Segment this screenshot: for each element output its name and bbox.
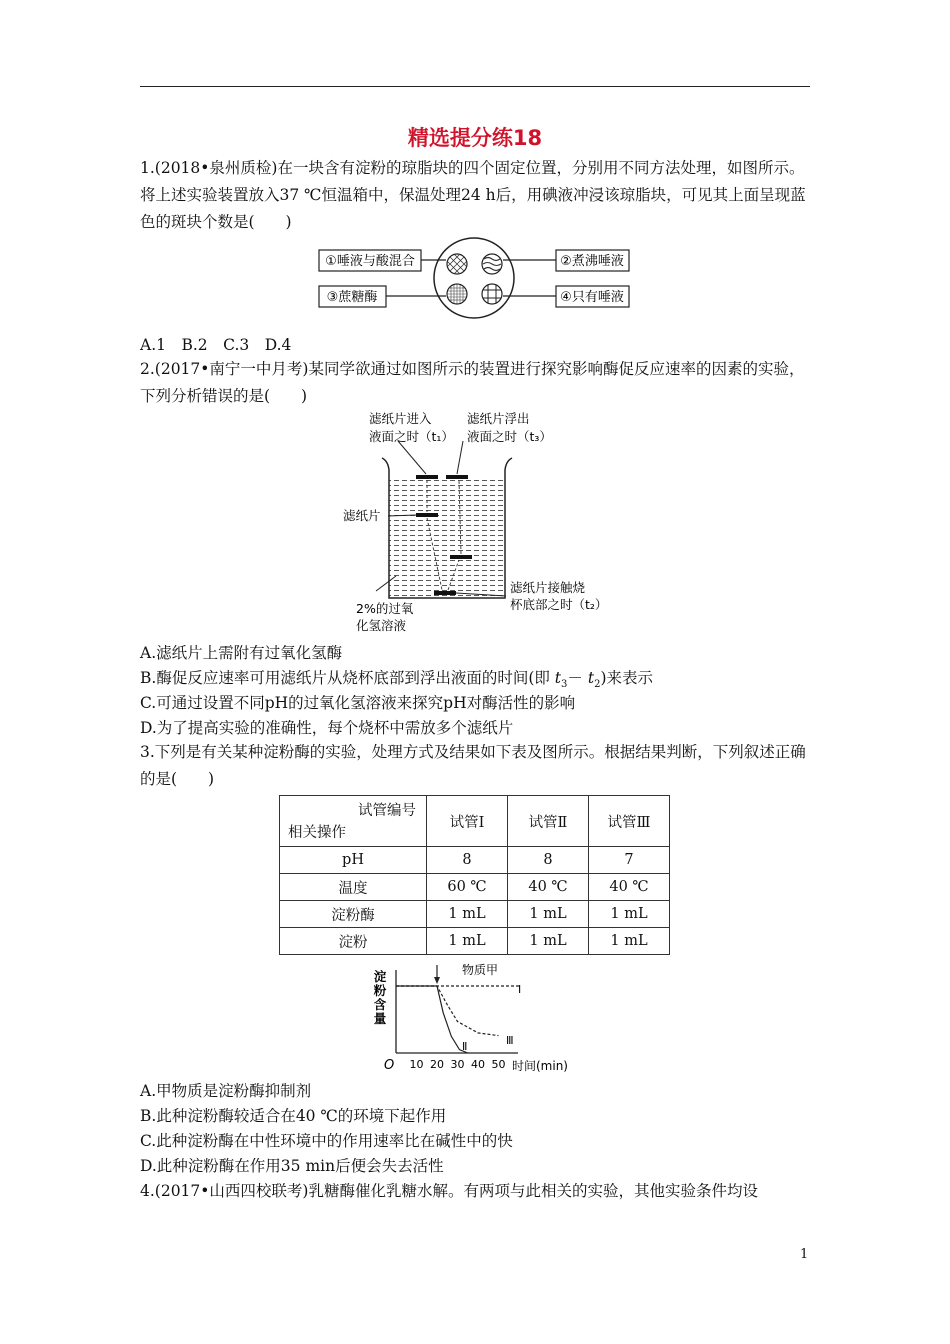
table-cell: 8 xyxy=(508,847,589,874)
x-tick-label: 50 xyxy=(491,1058,506,1071)
q1-options: A.1 B.2 C.3 D.4 xyxy=(140,336,292,354)
x-tick-label: 20 xyxy=(430,1058,444,1071)
x-tick-label: 40 xyxy=(471,1058,485,1071)
table-header: 试管Ⅱ xyxy=(508,796,589,847)
spot-4 xyxy=(482,284,502,304)
table-cell: 60 ℃ xyxy=(427,874,508,901)
origin-label: O xyxy=(384,1058,395,1073)
q1-stem: 1.(2018•泉州质检)在一块含有淀粉的琼脂块的四个固定位置，分别用不同方法处理，如图所示。将上述实验装置放入37 ℃恒温箱中，保温处理24 h后，用碘液冲浸该琼脂块，可见其上面呈现蓝色的斑块个数是( ) xyxy=(140,159,806,231)
series-line-solid xyxy=(396,986,468,1053)
q3-stem: 3.下列是有关某种淀粉酶的实验，处理方式及结果如下表及图所示。根据结果判断，下列叙述正确的是( ) xyxy=(140,743,806,788)
table-cell: 1 mL xyxy=(508,901,589,928)
series-line-dashed xyxy=(396,986,499,1036)
table-row xyxy=(280,874,670,901)
table-header-row xyxy=(280,796,670,847)
ylabel-char: 量 xyxy=(373,1011,387,1026)
q2-stem: 2.(2017•南宁一中月考)某同学欲通过如图所示的装置进行探究影响酶促反应速率的因素的实验，下列分析错误的是( ) xyxy=(140,360,805,405)
q2-option-a: A.滤纸片上需附有过氧化氢酶 xyxy=(140,644,343,662)
x-tick-label: 30 xyxy=(450,1058,465,1071)
table-header: 试管Ⅲ xyxy=(589,796,670,847)
q1-label-1: ①唾液与酸混合 xyxy=(325,254,415,269)
q2-float-line2: 液面之时（t₃） xyxy=(467,429,552,444)
row-label: pH xyxy=(280,847,427,874)
q4-stem: 4.(2017•山西四校联考)乳糖酶催化乳糖水解。有两项与此相关的实验，其他实验条件均设 xyxy=(140,1182,758,1200)
table-row xyxy=(280,847,670,874)
table-cell: 1 mL xyxy=(589,901,670,928)
q3-chart xyxy=(368,962,582,1074)
q2-solution-line2: 化氢溶液 xyxy=(356,618,407,633)
ylabel-char: 粉 xyxy=(373,983,387,998)
table-row xyxy=(280,901,670,928)
x-axis-label: 时间(min) xyxy=(512,1059,568,1073)
row-label: 淀粉酶 xyxy=(280,901,427,928)
q3-option-c: C.此种淀粉酶在中性环境中的作用速率比在碱性中的快 xyxy=(140,1132,513,1150)
corner-bottom: 相关操作 xyxy=(288,825,346,841)
q2-paper-label: 滤纸片 xyxy=(343,508,381,523)
q1-label-3: ③蔗糖酶 xyxy=(326,290,378,305)
series-label: Ⅰ xyxy=(518,983,522,996)
q2-enter-line2: 液面之时（t₁） xyxy=(369,429,454,444)
table-row xyxy=(280,928,670,955)
series-label: Ⅲ xyxy=(506,1034,514,1047)
ylabel-char: 含 xyxy=(373,997,387,1012)
corner-top: 试管编号 xyxy=(358,803,416,819)
q2-option-d: D.为了提高实验的准确性，每个烧杯中需放多个滤纸片 xyxy=(140,719,514,737)
q2-option-b: B.酶促反应速率可用滤纸片从烧杯底部到浮出液面的时间(即 $t_3- t_2$)来表示 xyxy=(140,669,654,691)
page-title: 精选提分练18 xyxy=(407,126,543,150)
q1-figure xyxy=(318,236,630,322)
row-label: 淀粉 xyxy=(280,928,427,955)
series-label: Ⅱ xyxy=(462,1040,468,1053)
agar-plate xyxy=(434,238,514,318)
table-cell: 1 mL xyxy=(427,901,508,928)
table-cell: 1 mL xyxy=(589,928,670,955)
table-cell: 7 xyxy=(589,847,670,874)
table-corner-cell xyxy=(280,796,427,847)
q3-option-d: D.此种淀粉酶在作用35 min后便会失去活性 xyxy=(140,1157,444,1175)
ylabel-char: 淀 xyxy=(373,969,387,984)
q2-bottom-line1: 滤纸片接触烧 xyxy=(510,580,586,595)
hydrogen-peroxide-liquid xyxy=(389,476,505,599)
header-rule xyxy=(140,86,810,87)
q1-label-2: ②煮沸唾液 xyxy=(560,254,624,269)
q3-option-b: B.此种淀粉酶较适合在40 ℃的环境下起作用 xyxy=(140,1107,447,1125)
q2-option-c: C.可通过设置不同pH的过氧化氢溶液来探究pH对酶活性的影响 xyxy=(140,694,576,712)
table-cell: 1 mL xyxy=(508,928,589,955)
y-axis-label xyxy=(373,969,387,1026)
table-cell: 1 mL xyxy=(427,928,508,955)
page-number: 1 xyxy=(800,1247,809,1262)
table-header: 试管Ⅰ xyxy=(427,796,508,847)
table-cell: 8 xyxy=(427,847,508,874)
annotation-arrow-head xyxy=(434,977,440,984)
table-cell: 40 ℃ xyxy=(508,874,589,901)
q3-table xyxy=(279,795,670,955)
q2-float-line1: 滤纸片浮出 xyxy=(467,411,530,426)
q3-option-a: A.甲物质是淀粉酶抑制剂 xyxy=(140,1082,312,1100)
q2-beaker-figure xyxy=(338,408,622,634)
row-label: 温度 xyxy=(280,874,427,901)
q2-enter-line1: 滤纸片进入 xyxy=(369,411,432,426)
q1-label-4: ④只有唾液 xyxy=(560,290,624,305)
table-cell: 40 ℃ xyxy=(589,874,670,901)
q2-bottom-line2: 杯底部之时（t₂） xyxy=(510,597,608,612)
x-tick-label: 10 xyxy=(409,1058,424,1071)
q2-solution-line1: 2%的过氧 xyxy=(356,601,414,616)
annotation-label: 物质甲 xyxy=(462,963,499,977)
